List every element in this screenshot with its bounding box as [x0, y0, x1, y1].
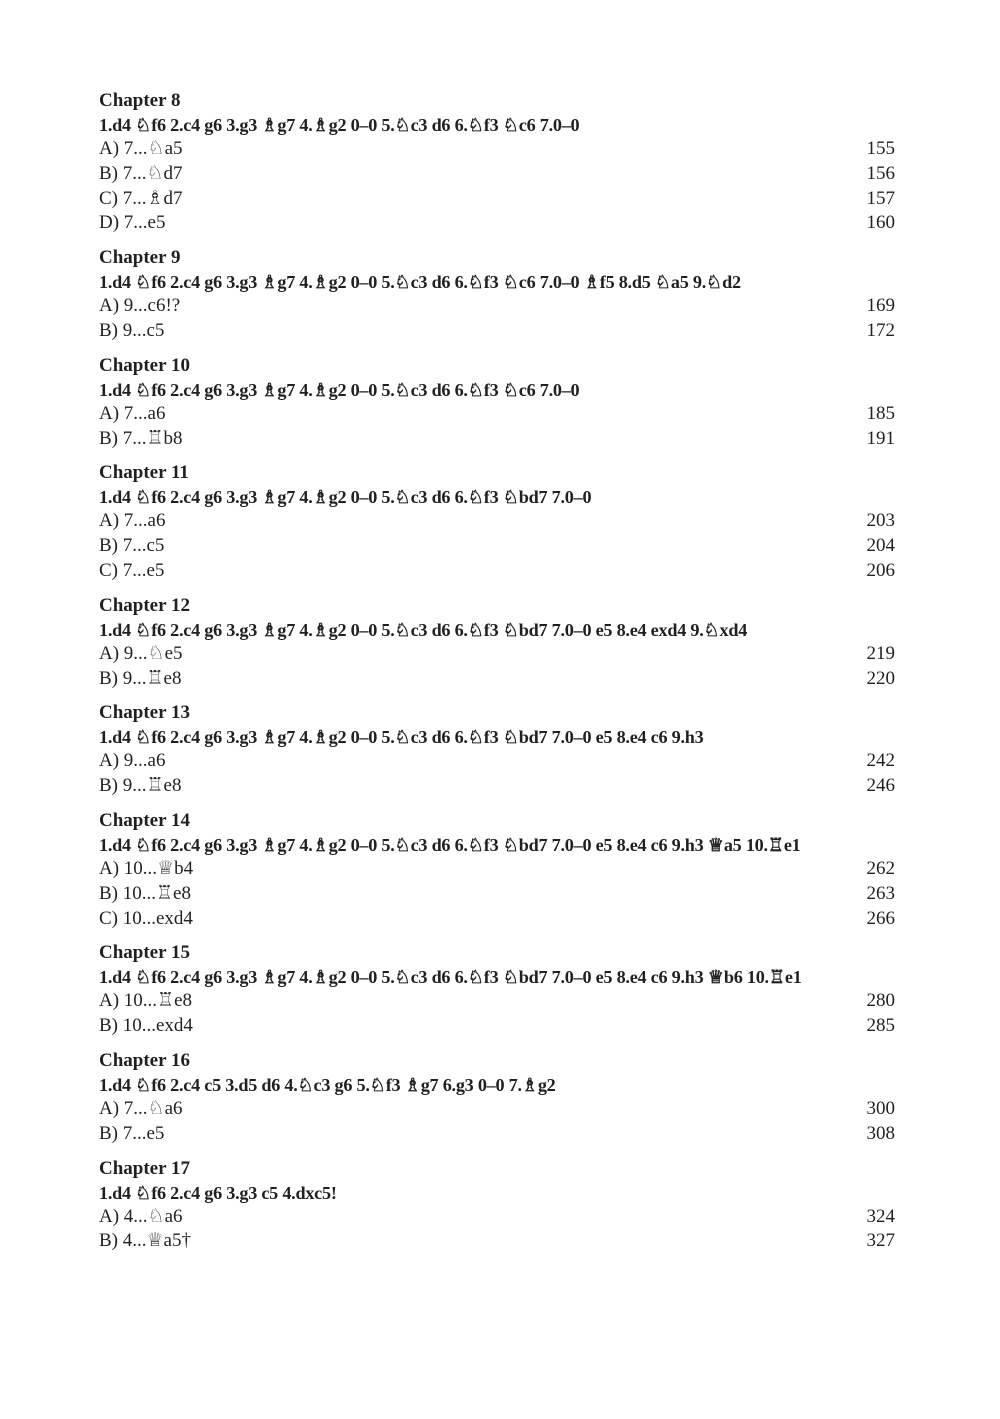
variation-label[interactable]: B) 9...♖e8 — [99, 775, 182, 797]
chapter-mainline: 1.d4 ♘f6 2.c4 g6 3.g3 ♗g7 4.♗g2 0–0 5.♘c3 d6 6.♘f3 ♘c6 7.0–0 — [99, 115, 580, 135]
variation-list — [99, 642, 895, 692]
variation-label[interactable]: A) 7...a6 — [99, 402, 166, 424]
chapter-mainline: 1.d4 ♘f6 2.c4 g6 3.g3 c5 4.dxc5! — [99, 1182, 337, 1203]
toc-entry[interactable] — [99, 1014, 895, 1039]
toc-entry[interactable] — [99, 857, 895, 882]
chapter-section — [99, 701, 895, 799]
page-number[interactable]: 263 — [866, 882, 895, 904]
chapter-section — [99, 1049, 895, 1147]
toc-entry[interactable] — [99, 774, 895, 799]
variation-label[interactable]: B) 9...c5 — [99, 319, 165, 341]
table-of-contents — [99, 89, 895, 1264]
variation-label[interactable]: A) 9...c6!? — [99, 295, 181, 317]
variation-label[interactable]: A) 9...a6 — [99, 750, 166, 772]
variation-label[interactable]: A) 10...♕b4 — [99, 857, 194, 879]
toc-entry[interactable] — [99, 642, 895, 667]
toc-entry[interactable] — [99, 1122, 895, 1147]
toc-entry[interactable] — [99, 1205, 895, 1230]
page-number[interactable]: 191 — [866, 427, 895, 449]
page-number[interactable]: 219 — [866, 642, 895, 664]
page-number[interactable]: 308 — [866, 1122, 895, 1144]
chapter-section — [99, 594, 895, 692]
chapter-title: Chapter 12 — [99, 594, 190, 616]
variation-label[interactable]: B) 10...exd4 — [99, 1015, 193, 1037]
variation-label[interactable]: B) 7...♘d7 — [99, 162, 183, 184]
toc-entry[interactable] — [99, 667, 895, 692]
page-number[interactable]: 266 — [866, 907, 895, 929]
toc-entry[interactable] — [99, 559, 895, 584]
page-number[interactable]: 324 — [866, 1205, 895, 1227]
page-number[interactable]: 172 — [866, 319, 895, 341]
variation-list — [99, 989, 895, 1039]
page-number[interactable]: 160 — [866, 212, 895, 234]
chapter-mainline: 1.d4 ♘f6 2.c4 g6 3.g3 ♗g7 4.♗g2 0–0 5.♘c3 d6 6.♘f3 ♘c6 7.0–0 ♗f5 8.d5 ♘a5 9.♘d2 — [99, 272, 741, 293]
chapter-title: Chapter 16 — [99, 1049, 190, 1071]
page-number[interactable]: 169 — [866, 295, 895, 317]
chapter-section — [99, 809, 895, 931]
variation-list — [99, 509, 895, 583]
page-number[interactable]: 157 — [866, 187, 895, 209]
toc-entry[interactable] — [99, 882, 895, 907]
variation-label[interactable]: B) 4...♕a5† — [99, 1230, 191, 1252]
variation-label[interactable]: A) 7...♘a5 — [99, 138, 183, 159]
chapter-mainline: 1.d4 ♘f6 2.c4 g6 3.g3 ♗g7 4.♗g2 0–0 5.♘c3 d6 6.♘f3 ♘bd7 7.0–0 — [99, 487, 592, 508]
variation-list — [99, 1205, 895, 1255]
toc-entry[interactable] — [99, 162, 895, 187]
page-number[interactable]: 156 — [866, 162, 895, 184]
variation-label[interactable]: C) 10...exd4 — [99, 907, 193, 929]
variation-list — [99, 1097, 895, 1147]
chapter-title: Chapter 13 — [99, 702, 190, 724]
variation-label[interactable]: A) 9...♘e5 — [99, 642, 183, 664]
toc-entry[interactable] — [99, 907, 895, 932]
chapter-title: Chapter 10 — [99, 354, 190, 376]
variation-label[interactable]: A) 10...♖e8 — [99, 990, 193, 1012]
chapter-section — [99, 89, 895, 236]
variation-list — [99, 749, 895, 799]
chapter-section — [99, 354, 895, 452]
variation-label[interactable]: D) 7...e5 — [99, 212, 166, 234]
page-number[interactable]: 327 — [866, 1230, 895, 1252]
variation-list — [99, 857, 895, 931]
chapter-mainline: 1.d4 ♘f6 2.c4 c5 3.d5 d6 4.♘c3 g6 5.♘f3 ♗g7 6.g3 0–0 7.♗g2 — [99, 1074, 556, 1095]
page-number[interactable]: 285 — [866, 1015, 895, 1037]
variation-label[interactable]: B) 7...e5 — [99, 1122, 165, 1144]
page-number[interactable]: 204 — [866, 535, 895, 557]
toc-entry[interactable] — [99, 402, 895, 427]
page-number[interactable]: 300 — [866, 1097, 895, 1119]
page-number[interactable]: 246 — [866, 775, 895, 797]
variation-label[interactable]: A) 4...♘a6 — [99, 1205, 183, 1227]
toc-entry[interactable] — [99, 187, 895, 212]
toc-entry[interactable] — [99, 509, 895, 534]
toc-entry[interactable] — [99, 294, 895, 319]
chapter-mainline: 1.d4 ♘f6 2.c4 g6 3.g3 ♗g7 4.♗g2 0–0 5.♘c3 d6 6.♘f3 ♘bd7 7.0–0 e5 8.e4 c6 9.h3 — [99, 727, 704, 748]
toc-entry[interactable] — [99, 137, 895, 162]
chapter-mainline: 1.d4 ♘f6 2.c4 g6 3.g3 ♗g7 4.♗g2 0–0 5.♘c3 d6 6.♘f3 ♘bd7 7.0–0 e5 8.e4 exd4 9.♘xd4 — [99, 619, 748, 640]
chapter-title: Chapter 15 — [99, 942, 190, 964]
variation-list — [99, 402, 895, 452]
page-number[interactable]: 203 — [866, 510, 895, 532]
toc-entry[interactable] — [99, 749, 895, 774]
variation-label[interactable]: B) 10...♖e8 — [99, 882, 191, 904]
chapter-title: Chapter 9 — [99, 247, 181, 269]
chapter-title: Chapter 14 — [99, 809, 190, 831]
chapter-title: Chapter 8 — [99, 90, 181, 111]
variation-label[interactable]: B) 9...♖e8 — [99, 667, 182, 689]
variation-label[interactable]: B) 7...c5 — [99, 535, 165, 557]
variation-list — [99, 137, 895, 236]
chapter-mainline: 1.d4 ♘f6 2.c4 g6 3.g3 ♗g7 4.♗g2 0–0 5.♘c3 d6 6.♘f3 ♘bd7 7.0–0 e5 8.e4 c6 9.h3 ♕b6 10.♖e1 — [99, 967, 802, 988]
chapter-mainline: 1.d4 ♘f6 2.c4 g6 3.g3 ♗g7 4.♗g2 0–0 5.♘c3 d6 6.♘f3 ♘c6 7.0–0 — [99, 379, 580, 400]
page-number[interactable]: 155 — [866, 138, 895, 159]
page-number[interactable]: 185 — [866, 402, 895, 424]
chapter-title: Chapter 11 — [99, 462, 189, 484]
page-number[interactable]: 262 — [866, 857, 895, 879]
toc-entry[interactable] — [99, 989, 895, 1014]
toc-entry[interactable] — [99, 1097, 895, 1122]
variation-list — [99, 294, 895, 344]
toc-entry[interactable] — [99, 319, 895, 344]
chapter-section — [99, 246, 895, 344]
toc-entry[interactable] — [99, 534, 895, 559]
page-number[interactable]: 280 — [866, 990, 895, 1012]
variation-label[interactable]: C) 7...e5 — [99, 559, 165, 581]
chapter-title: Chapter 17 — [99, 1157, 190, 1179]
chapter-section — [99, 941, 895, 1039]
toc-entry[interactable] — [99, 1229, 895, 1254]
chapter-section — [99, 1157, 895, 1255]
page-number[interactable]: 206 — [866, 559, 895, 581]
page-number[interactable]: 220 — [866, 667, 895, 689]
chapter-section — [99, 461, 895, 583]
toc-entry[interactable] — [99, 211, 895, 236]
variation-label[interactable]: A) 7...♘a6 — [99, 1097, 183, 1119]
chapter-mainline: 1.d4 ♘f6 2.c4 g6 3.g3 ♗g7 4.♗g2 0–0 5.♘c3 d6 6.♘f3 ♘bd7 7.0–0 e5 8.e4 c6 9.h3 ♕a5 10.♖e1 — [99, 834, 801, 855]
variation-label[interactable]: C) 7...♗d7 — [99, 187, 183, 209]
variation-label[interactable]: B) 7...♖b8 — [99, 427, 183, 449]
variation-label[interactable]: A) 7...a6 — [99, 510, 166, 532]
page-number[interactable]: 242 — [866, 750, 895, 772]
toc-entry[interactable] — [99, 427, 895, 452]
